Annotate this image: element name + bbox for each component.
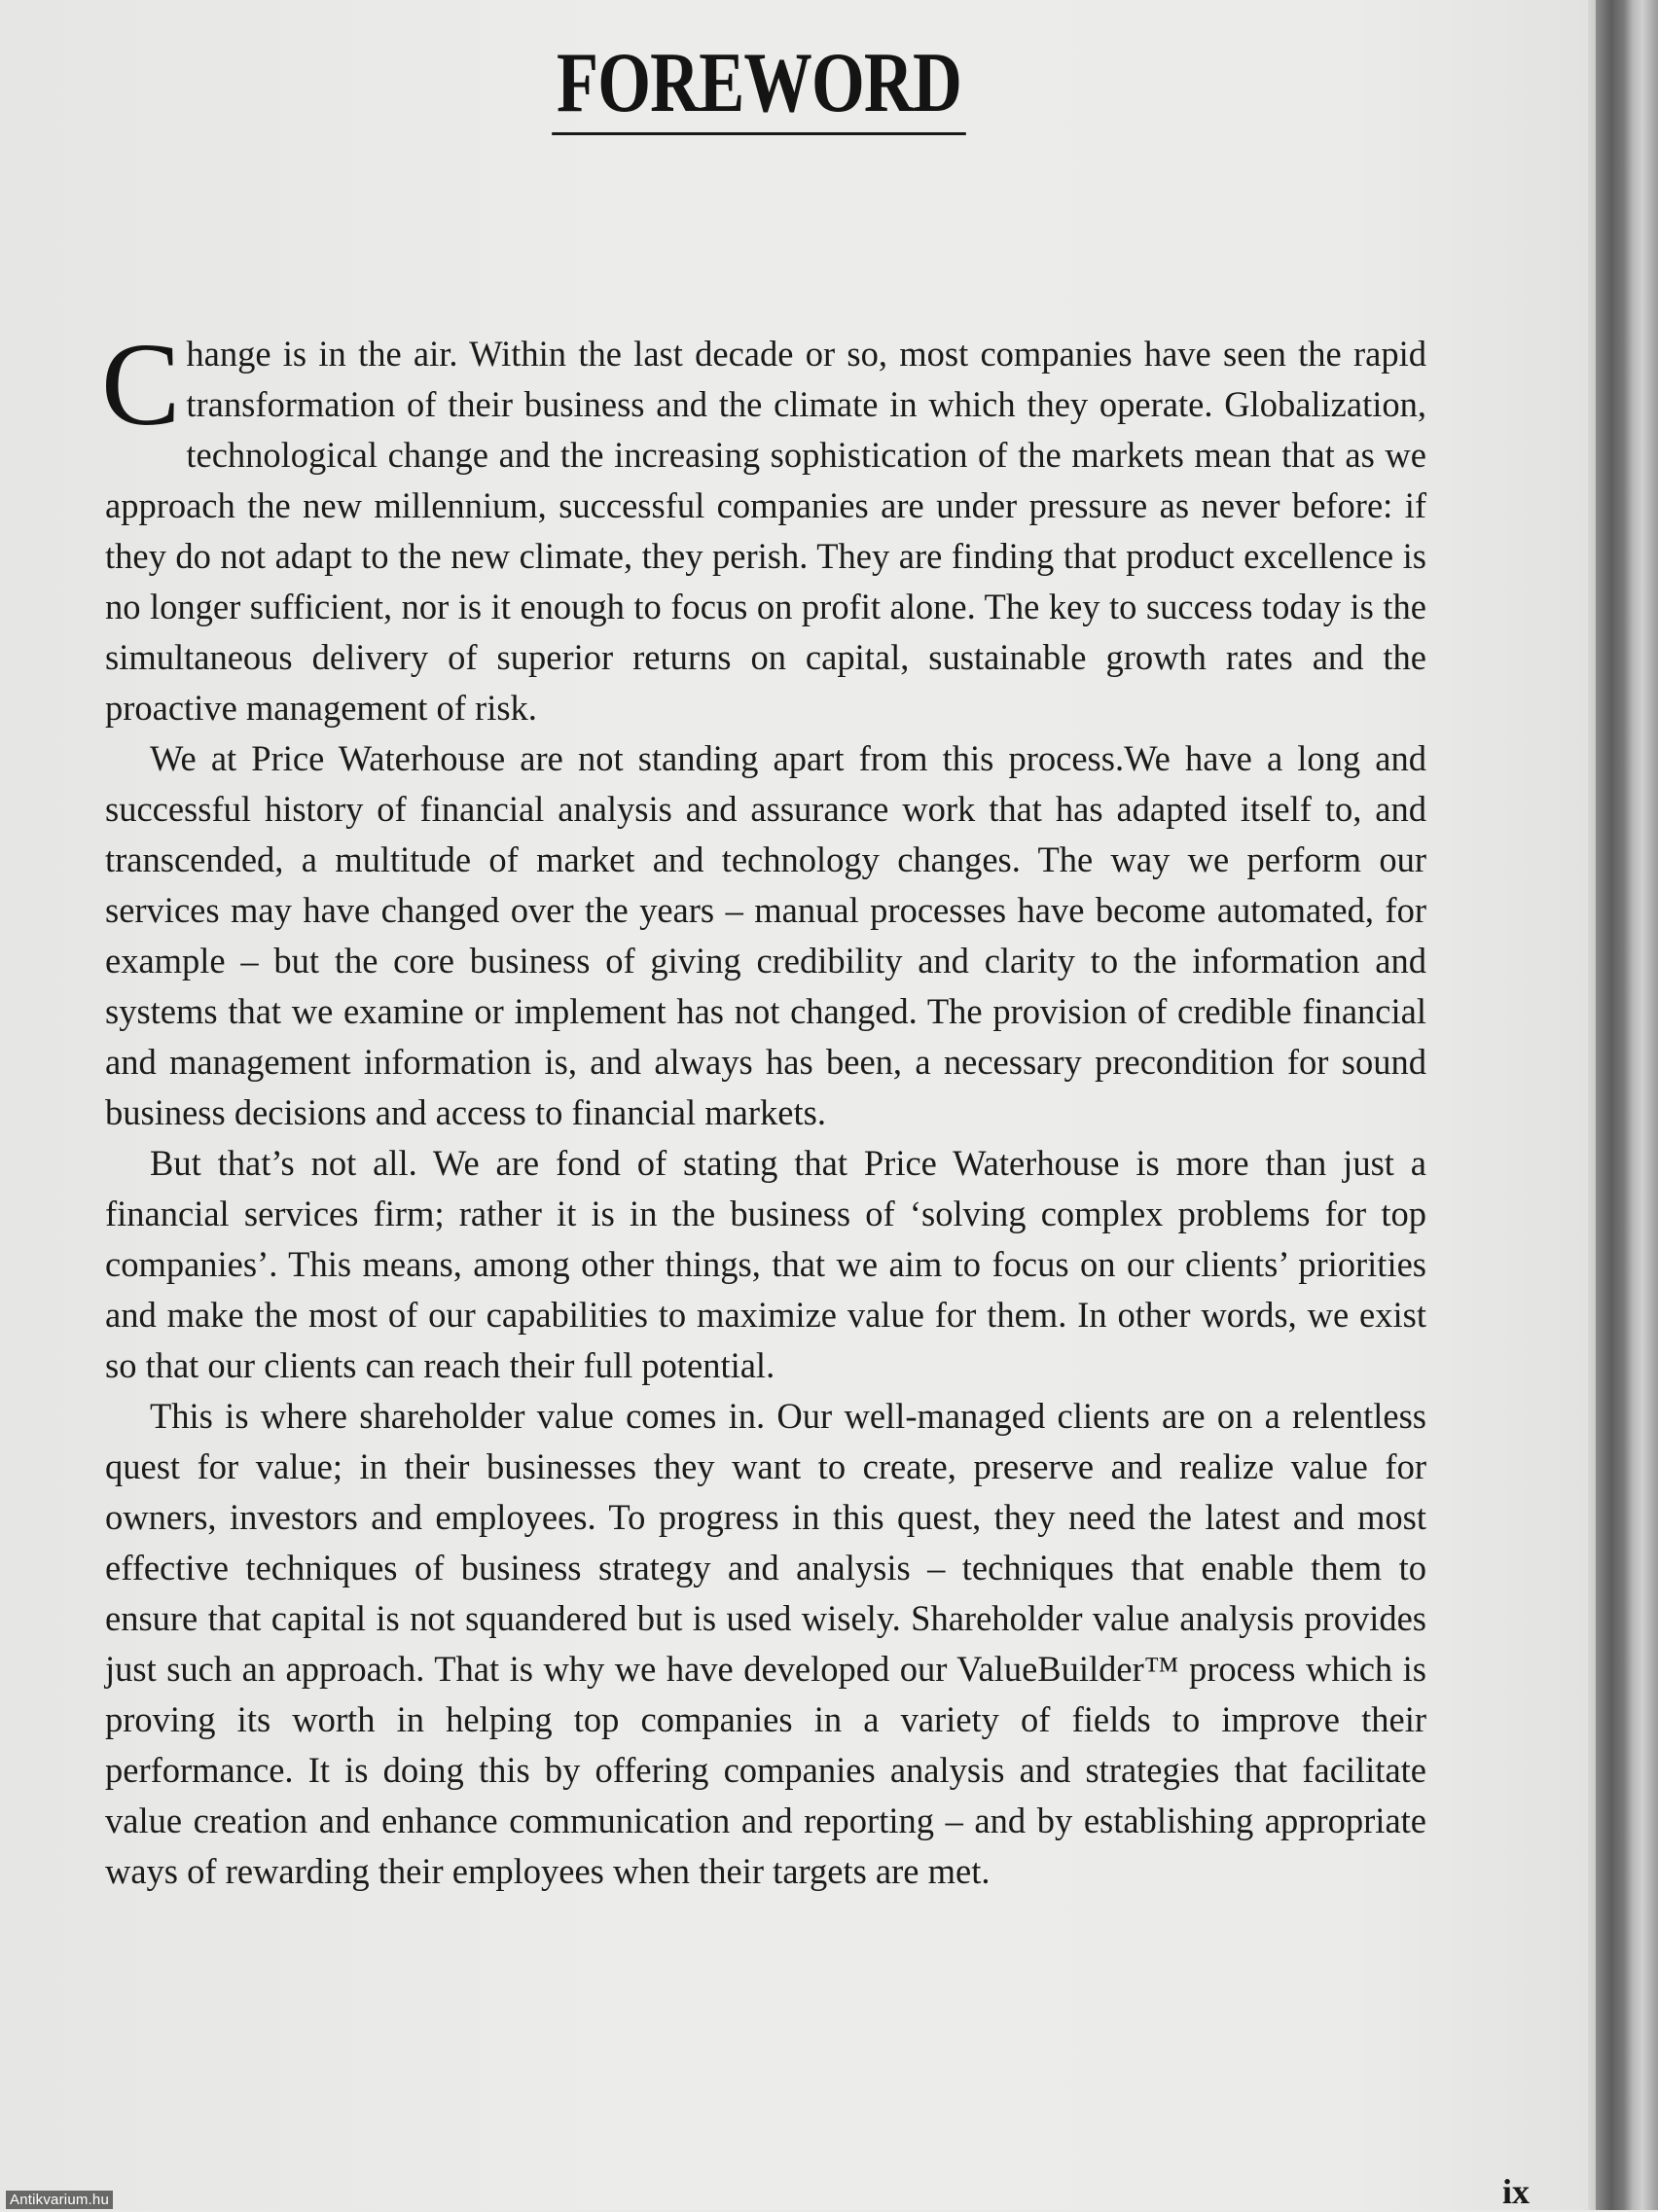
book-spine	[1596, 0, 1658, 2210]
foreword-body	[101, 319, 1426, 1897]
paragraph-3: But that’s not all. We are fond of stating that Price Waterhouse is more than just a financial services firm; rather it is in the business of ‘solving complex problems for top companies’. This means, among other things, that we aim to focus on our clients’ priorities and make the most of our capabilities to maximize value for them. In other words, we exist so that our clients can reach their full potential.	[105, 1143, 1426, 1385]
paragraph-1-text: hange is in the air. Within the last decade or so, most companies have seen the rapid transformation of their business and the climate in which they operate. Globalization, technological change and the increasing sophistication of the markets mean that as we approach the new millennium, successful companies are under pressure as never before: if they do not adapt to the new climate, they perish. They are finding that product excellence is no longer sufficient, nor is it enough to focus on profit alone. The key to success today is the simultaneous delivery of superior returns on capital, sustainable growth rates and the proactive management of risk.	[105, 334, 1426, 728]
drop-cap: C	[101, 319, 181, 450]
paragraph-2: We at Price Waterhouse are not standing apart from this process.We have a long and successful history of financial analysis and assurance work that has adapted itself to, and transcended, a multitude of market and technology changes. The way we perform our services may have changed over the years – manual processes have become automated, for example – but the core business of giving credibility and clarity to the information and systems that we examine or implement has not changed. The provision of credible financial and management information is, and always has been, a necessary precondition for sound business decisions and access to financial markets.	[105, 738, 1426, 1132]
page-title: FOREWORD	[552, 39, 966, 135]
paragraph-4: This is where shareholder value comes in. Our well-managed clients are on a relentless quest for value; in their businesses they want to create, preserve and realize value for owners, investors and employees. To progress in this quest, they need the latest and most effective techniques of business strategy and analysis – techniques that enable them to ensure that capital is not squandered but is used wisely. Shareholder value analysis provides just such an approach. That is why we have developed our ValueBuilder™ process which is proving its worth in helping top companies in a variety of fields to improve their performance. It is doing this by offering companies analysis and strategies that facilitate value creation and enhance communication and reporting – and by establishing appropriate ways of rewarding their employees when their targets are met.	[105, 1396, 1426, 1891]
watermark: Antikvarium.hu	[6, 2191, 113, 2209]
title-block	[0, 36, 1518, 135]
paragraph-1	[101, 319, 1426, 733]
page-number: ix	[1502, 2172, 1531, 2211]
